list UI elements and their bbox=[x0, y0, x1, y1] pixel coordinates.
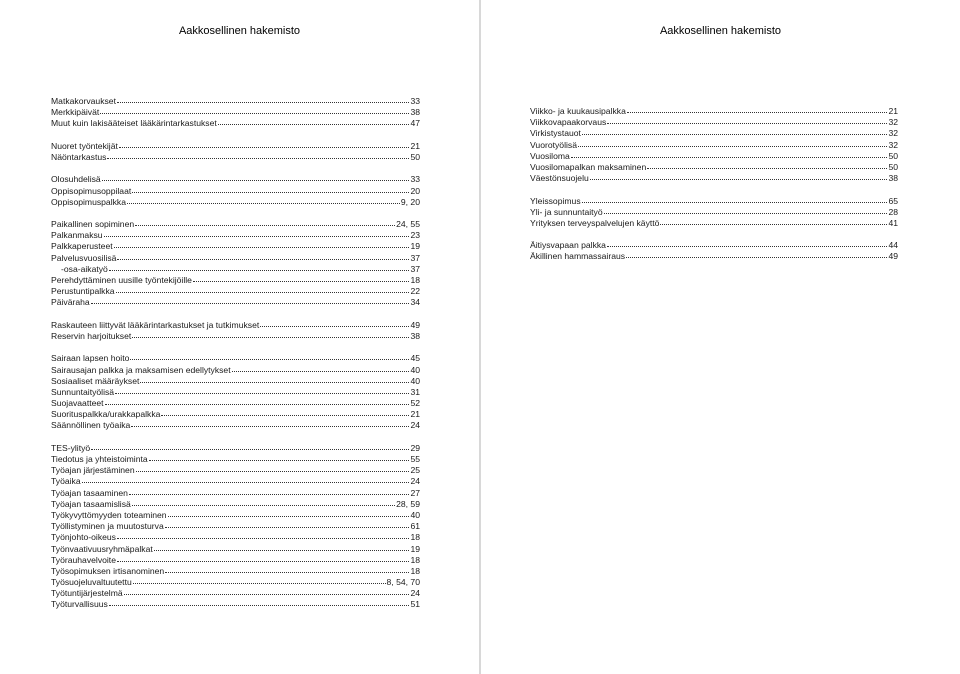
index-term: Palkkaperusteet bbox=[51, 241, 113, 252]
index-entry bbox=[51, 510, 420, 521]
index-page-number: 28 bbox=[888, 206, 898, 217]
index-entry bbox=[51, 219, 420, 230]
index-page-number: 45 bbox=[410, 353, 420, 364]
index-page-number: 47 bbox=[410, 118, 420, 129]
index-term: Säännöllinen työaika bbox=[51, 420, 131, 431]
index-term: Yli- ja sunnuntaityö bbox=[530, 206, 603, 217]
index-entry bbox=[530, 240, 898, 251]
index-page-number: 37 bbox=[410, 263, 420, 274]
index-entry bbox=[530, 106, 898, 117]
index-entry bbox=[51, 118, 420, 129]
index-term: Äkillinen hammassairaus bbox=[530, 251, 626, 262]
index-term: Työnvaativuusryhmäpalkat bbox=[51, 543, 153, 554]
index-page-number: 49 bbox=[888, 251, 898, 262]
index-page-right bbox=[481, 0, 960, 674]
index-page-number: 33 bbox=[410, 96, 420, 106]
index-term: Yrityksen terveyspalvelujen käyttö bbox=[530, 217, 660, 228]
index-term: Näöntarkastus bbox=[51, 151, 107, 162]
index-page-number: 24 bbox=[410, 588, 420, 599]
dot-leader bbox=[218, 124, 410, 125]
dot-leader bbox=[124, 594, 410, 595]
index-page-number: 20 bbox=[410, 185, 420, 196]
index-entry bbox=[51, 174, 420, 185]
index-page-number: 18 bbox=[410, 554, 420, 565]
index-term: Työtuntijärjestelmä bbox=[51, 588, 123, 599]
index-page-number: 65 bbox=[888, 195, 898, 206]
index-term: Työajan järjestäminen bbox=[51, 465, 135, 476]
index-entry bbox=[530, 117, 898, 128]
index-page-number: 21 bbox=[888, 106, 898, 116]
index-group bbox=[530, 196, 898, 230]
index-page-number: 25 bbox=[410, 465, 420, 476]
index-term: Sairausajan palkka ja maksamisen edellytykset bbox=[51, 364, 231, 375]
index-page-number: 32 bbox=[888, 139, 898, 150]
index-entry bbox=[51, 443, 420, 454]
index-page-number: 19 bbox=[410, 543, 420, 554]
index-entry bbox=[51, 588, 420, 599]
index-entry bbox=[51, 241, 420, 252]
dot-leader bbox=[132, 337, 409, 338]
index-term: Työajan tasaaminen bbox=[51, 487, 128, 498]
dot-leader bbox=[604, 213, 888, 214]
index-entry bbox=[530, 218, 898, 229]
dot-leader bbox=[154, 550, 410, 551]
index-term: Matkakorvaukset bbox=[51, 96, 116, 106]
index-term: Työaika bbox=[51, 476, 81, 487]
index-page-number: 18 bbox=[410, 532, 420, 543]
index-group bbox=[51, 320, 420, 342]
index-entry bbox=[51, 253, 420, 264]
index-term: Viikko- ja kuukausipalkka bbox=[530, 106, 626, 116]
index-term: Työsopimuksen irtisanominen bbox=[51, 565, 165, 576]
index-page-number: 22 bbox=[410, 286, 420, 297]
index-term: Vuosilomapalkan maksaminen bbox=[530, 161, 647, 172]
dot-leader bbox=[165, 527, 410, 528]
index-page-number: 40 bbox=[410, 364, 420, 375]
index-entry bbox=[51, 499, 420, 510]
index-term: Reservin harjoitukset bbox=[51, 330, 132, 341]
index-term: Raskauteen liittyvät lääkärintarkastukset ja tutkimukset bbox=[51, 319, 260, 330]
dot-leader bbox=[136, 471, 410, 472]
index-term: Muut kuin lakisääteiset lääkärintarkastukset bbox=[51, 118, 217, 129]
index-entry bbox=[51, 465, 420, 476]
index-term: Perustuntipalkka bbox=[51, 286, 115, 297]
page-header: Aakkosellinen hakemisto bbox=[178, 25, 301, 37]
index-page-number: 24 bbox=[410, 420, 420, 431]
index-page-number: 50 bbox=[888, 150, 898, 161]
page-header: Aakkosellinen hakemisto bbox=[659, 25, 782, 37]
index-page-number: 37 bbox=[410, 252, 420, 263]
index-page-left bbox=[0, 0, 479, 674]
index-entry bbox=[530, 151, 898, 162]
dot-leader bbox=[129, 494, 410, 495]
index-page-number: 23 bbox=[410, 230, 420, 241]
index-group bbox=[51, 219, 420, 309]
index-entry bbox=[51, 152, 420, 163]
index-column bbox=[530, 106, 898, 263]
dot-leader bbox=[193, 281, 410, 282]
dot-leader bbox=[627, 112, 888, 113]
dot-leader bbox=[104, 236, 410, 237]
dot-leader bbox=[82, 482, 410, 483]
index-page-number: 19 bbox=[410, 241, 420, 252]
dot-leader bbox=[626, 257, 887, 258]
index-entry bbox=[51, 599, 420, 610]
index-term: Äitiysvapaan palkka bbox=[530, 240, 606, 251]
index-entry bbox=[530, 207, 898, 218]
index-entry bbox=[51, 320, 420, 331]
index-term: Suorituspalkka/urakkapalkka bbox=[51, 409, 161, 420]
dot-leader bbox=[114, 247, 410, 248]
index-entry bbox=[51, 544, 420, 555]
index-page-number: 33 bbox=[410, 174, 420, 185]
dot-leader bbox=[91, 449, 409, 450]
index-term: Paikallinen sopiminen bbox=[51, 219, 135, 230]
index-term: Vuorotyölisä bbox=[530, 139, 577, 150]
index-page-number: 27 bbox=[410, 487, 420, 498]
index-entry bbox=[51, 409, 420, 420]
index-entry bbox=[51, 577, 420, 588]
index-page-number: 21 bbox=[410, 140, 420, 151]
index-term: Päiväraha bbox=[51, 297, 90, 308]
index-term: Työsuojeluvaltuutettu bbox=[51, 577, 132, 588]
index-page-number: 41 bbox=[888, 217, 898, 228]
index-group bbox=[51, 96, 420, 130]
dot-leader bbox=[117, 259, 409, 260]
dot-leader bbox=[582, 134, 887, 135]
index-term: Nuoret työntekijät bbox=[51, 140, 118, 151]
index-term: Merkkipäivät bbox=[51, 107, 100, 118]
index-entry bbox=[51, 96, 420, 107]
index-page-number: 18 bbox=[410, 275, 420, 285]
index-term: Oppisopimusoppilaat bbox=[51, 185, 132, 196]
index-group bbox=[51, 141, 420, 163]
index-entry bbox=[530, 173, 898, 184]
index-group bbox=[51, 174, 420, 208]
index-term: Yleissopimus bbox=[530, 195, 581, 206]
index-entry bbox=[51, 264, 420, 275]
dot-leader bbox=[131, 426, 409, 427]
index-page-number: 50 bbox=[888, 161, 898, 172]
index-entry bbox=[51, 555, 420, 566]
dot-leader bbox=[165, 572, 409, 573]
dot-leader bbox=[91, 303, 410, 304]
index-term: Sosiaaliset määräykset bbox=[51, 375, 140, 386]
index-term: Tiedotus ja yhteistoiminta bbox=[51, 454, 148, 464]
index-page-number: 24, 55 bbox=[396, 219, 420, 230]
dot-leader bbox=[260, 326, 409, 327]
dot-leader bbox=[102, 180, 410, 181]
index-page-number: 50 bbox=[410, 151, 420, 162]
dot-leader bbox=[660, 224, 887, 225]
index-term: Virkistystauot bbox=[530, 128, 581, 139]
dot-leader bbox=[168, 516, 410, 517]
dot-leader bbox=[590, 179, 888, 180]
index-entry bbox=[51, 297, 420, 308]
index-page-number: 34 bbox=[410, 297, 420, 308]
index-term: Työturvallisuus bbox=[51, 599, 108, 610]
index-entry bbox=[530, 196, 898, 207]
index-entry bbox=[51, 365, 420, 376]
dot-leader bbox=[232, 371, 410, 372]
index-entry bbox=[530, 128, 898, 139]
index-term: -osa-aikatyö bbox=[61, 263, 108, 274]
dot-leader bbox=[607, 246, 887, 247]
index-page-number: 44 bbox=[888, 240, 898, 251]
index-entry bbox=[51, 532, 420, 543]
index-entry bbox=[51, 566, 420, 577]
dot-leader bbox=[109, 270, 410, 271]
index-term: Työllistyminen ja muutosturva bbox=[51, 521, 164, 532]
index-entry bbox=[530, 251, 898, 262]
index-entry bbox=[51, 197, 420, 208]
dot-leader bbox=[135, 225, 395, 226]
index-entry bbox=[530, 140, 898, 151]
dot-leader bbox=[105, 404, 410, 405]
index-term: Työnjohto-oikeus bbox=[51, 532, 116, 543]
dot-leader bbox=[115, 393, 409, 394]
index-term: Vuosiloma bbox=[530, 150, 570, 161]
dot-leader bbox=[109, 605, 410, 606]
index-term: Oppisopimuspalkka bbox=[51, 196, 126, 207]
index-entry bbox=[51, 488, 420, 499]
index-entry bbox=[51, 454, 420, 465]
index-entry bbox=[51, 387, 420, 398]
dot-leader bbox=[119, 147, 410, 148]
index-page-number: 8, 54, 70 bbox=[386, 577, 420, 588]
index-page-number: 32 bbox=[888, 117, 898, 128]
index-page-number: 38 bbox=[888, 173, 898, 184]
index-term: Väestönsuojelu bbox=[530, 173, 589, 184]
index-page-number: 28, 59 bbox=[396, 498, 420, 509]
dot-leader bbox=[133, 583, 386, 584]
index-entry bbox=[51, 420, 420, 431]
dot-leader bbox=[107, 158, 409, 159]
dot-leader bbox=[130, 359, 409, 360]
index-term: Palvelusvuosilisä bbox=[51, 252, 117, 263]
dot-leader bbox=[582, 202, 888, 203]
index-entry bbox=[51, 398, 420, 409]
index-entry bbox=[51, 186, 420, 197]
index-entry bbox=[51, 521, 420, 532]
index-page-number: 38 bbox=[410, 330, 420, 341]
index-term: Sunnuntaityölisä bbox=[51, 386, 115, 397]
index-entry bbox=[51, 141, 420, 152]
dot-leader bbox=[647, 168, 887, 169]
index-page-number: 29 bbox=[410, 442, 420, 453]
index-term: Perehdyttäminen uusille työntekijöille bbox=[51, 275, 192, 285]
index-page-number: 18 bbox=[410, 565, 420, 576]
index-entry bbox=[530, 162, 898, 173]
dot-leader bbox=[117, 561, 409, 562]
index-term: Olosuhdelisä bbox=[51, 174, 101, 185]
index-entry bbox=[51, 331, 420, 342]
dot-leader bbox=[116, 292, 410, 293]
index-page-number: 24 bbox=[410, 476, 420, 487]
index-entry bbox=[51, 275, 420, 286]
dot-leader bbox=[132, 505, 395, 506]
dot-leader bbox=[127, 203, 400, 204]
index-page-number: 9, 20 bbox=[400, 196, 420, 207]
index-page-number: 40 bbox=[410, 375, 420, 386]
dot-leader bbox=[161, 415, 409, 416]
index-term: Viikkovapaakorvaus bbox=[530, 117, 607, 128]
index-group bbox=[530, 106, 898, 184]
index-page-number: 31 bbox=[410, 386, 420, 397]
dot-leader bbox=[149, 460, 410, 461]
index-entry bbox=[51, 476, 420, 487]
index-term: Suojavaatteet bbox=[51, 398, 104, 409]
dot-leader bbox=[607, 123, 887, 124]
index-entry bbox=[51, 353, 420, 364]
index-page-number: 51 bbox=[410, 599, 420, 610]
dot-leader bbox=[117, 102, 409, 103]
index-page-number: 38 bbox=[410, 107, 420, 118]
index-group bbox=[51, 353, 420, 431]
index-page-number: 55 bbox=[410, 454, 420, 464]
index-entry bbox=[51, 286, 420, 297]
index-group bbox=[530, 240, 898, 262]
dot-leader bbox=[100, 113, 409, 114]
index-entry bbox=[51, 107, 420, 118]
index-term: Työajan tasaamislisä bbox=[51, 498, 131, 509]
index-page-number: 49 bbox=[410, 319, 420, 330]
dot-leader bbox=[578, 146, 887, 147]
index-page-number: 40 bbox=[410, 509, 420, 520]
index-page-number: 21 bbox=[410, 409, 420, 420]
index-column bbox=[51, 96, 420, 611]
index-term: Työkyvyttömyyden toteaminen bbox=[51, 509, 167, 520]
dot-leader bbox=[140, 382, 409, 383]
index-page-number: 61 bbox=[410, 521, 420, 532]
index-page-number: 52 bbox=[410, 398, 420, 409]
dot-leader bbox=[132, 192, 409, 193]
index-term: TES-ylityö bbox=[51, 442, 91, 453]
index-entry bbox=[51, 230, 420, 241]
dot-leader bbox=[571, 157, 888, 158]
index-term: Työrauhavelvoite bbox=[51, 554, 116, 565]
index-page-number: 32 bbox=[888, 128, 898, 139]
index-term: Palkanmaksu bbox=[51, 230, 103, 241]
dot-leader bbox=[117, 538, 409, 539]
index-group bbox=[51, 443, 420, 611]
index-term: Sairaan lapsen hoito bbox=[51, 353, 130, 364]
index-entry bbox=[51, 376, 420, 387]
